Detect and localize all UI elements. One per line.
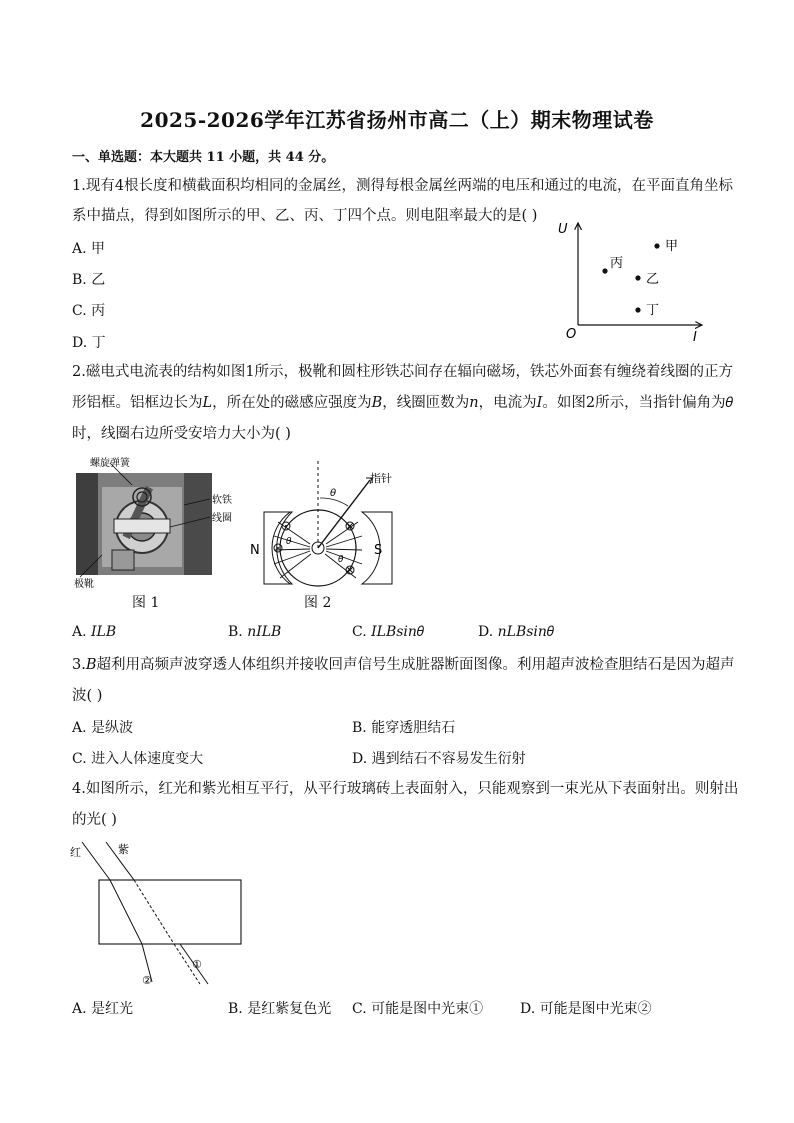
q2-stem-line1: 2.磁电式电流表的结构如图1所示，极靴和圆柱形铁芯间存在辐向磁场，铁芯外面套有缠绕着线圈的正方 <box>72 364 734 380</box>
q3-option-c: C. 进入人体速度变大 <box>72 751 204 767</box>
q3-option-b: B. 能穿透胆结石 <box>352 720 456 736</box>
q1-option-b: B. 乙 <box>72 272 106 288</box>
label-coil: 线圈 <box>212 513 232 524</box>
figure1-caption: 图 1 <box>132 595 160 611</box>
point-jia-label: 甲 <box>665 239 679 254</box>
origin-label: O <box>566 327 577 342</box>
red-refracted <box>110 880 142 944</box>
violet-refracted <box>134 880 174 944</box>
label-spring: 螺旋弹簧 <box>90 458 130 469</box>
point-jia <box>654 243 659 248</box>
label-red: 红 <box>70 846 81 859</box>
section-heading: 一、单选题：本大题共 11 小题，共 44 分。 <box>72 150 335 165</box>
label-beam-1: ① <box>192 958 202 971</box>
label-south: S <box>374 543 383 558</box>
q1-option-c: C. 丙 <box>72 303 106 319</box>
label-pole-shoe: 极靴 <box>74 579 94 590</box>
q4-option-c: C. 可能是图中光束① <box>352 1001 484 1017</box>
i-axis-label: I <box>693 330 697 345</box>
theta-right: θ <box>338 555 344 565</box>
label-violet: 紫 <box>118 843 129 856</box>
q3-option-d: D. 遇到结石不容易发生衍射 <box>352 751 526 767</box>
theta-left: θ <box>286 537 292 547</box>
q2-stem-line2: 形铝框。铝框边长为𝐿，所在处的磁感应强度为𝐵，线圈匝数为𝑛，电流为𝐼。如图2所示，当指针偏角为𝜃 <box>72 395 733 411</box>
point-ding-label: 丁 <box>646 303 660 318</box>
q1-option-a: A. 甲 <box>72 241 106 257</box>
label-north: N <box>250 543 260 558</box>
label-beam-2: ② <box>142 974 152 987</box>
paper-title: 2025-2026学年江苏省扬州市高二（上）期末物理试卷 <box>140 108 654 132</box>
point-ding <box>635 307 640 312</box>
q2-option-d: D. 𝑛𝐿𝐵𝑠𝑖𝑛𝜃 <box>478 624 554 640</box>
q2-stem-line3: 时，线圈右边所受安培力大小为( ) <box>72 426 291 442</box>
label-pointer: 指针 <box>370 472 392 485</box>
u-axis-label: U <box>558 222 568 237</box>
q3-stem-line1: 3.𝐵超利用高频声波穿透人体组织并接收回声信号生成脏器断面图像。利用超声波检查胆结石是因为超声 <box>72 657 735 673</box>
q1-stem-line2: 系中描点，得到如图所示的甲、乙、丙、丁四个点。则电阻率最大的是( ) <box>72 208 538 224</box>
q1-ui-graph <box>550 215 715 345</box>
q4-stem-line2: 的光( ) <box>72 812 117 828</box>
theta-top: θ <box>330 488 337 499</box>
q1-stem-line1: 1.现有4根长度和横截面积均相同的金属丝，测得每根金属丝两端的电压和通过的电流，在平面直角坐标 <box>72 178 734 194</box>
q2-option-c: C. 𝐼𝐿𝐵𝑠𝑖𝑛𝜃 <box>352 624 424 640</box>
point-bing-label: 丙 <box>610 256 624 271</box>
q4-option-d: D. 可能是图中光束② <box>520 1001 652 1017</box>
q4-option-a: A. 是红光 <box>72 1001 134 1017</box>
q2-option-a: A. 𝐼𝐿𝐵 <box>72 624 117 640</box>
point-bing <box>602 268 607 273</box>
q3-stem-line2: 波( ) <box>72 688 103 704</box>
q4-glass-figure <box>68 838 248 993</box>
q1-option-d: D. 丁 <box>72 335 106 351</box>
red-incident <box>82 842 110 880</box>
q2-option-b: B. 𝑛𝐼𝐿𝐵 <box>228 624 282 640</box>
q4-stem-line1: 4.如图所示，红光和紫光相互平行，从平行玻璃砖上表面射入，只能观察到一束光从下表面射出。则射出 <box>72 781 739 797</box>
label-soft-iron: 软铁 <box>212 495 232 506</box>
q2-figure2 <box>240 452 400 592</box>
point-yi-label: 乙 <box>646 272 660 287</box>
q4-option-b: B. 是红紫复色光 <box>228 1001 332 1017</box>
point-yi <box>635 275 640 280</box>
q3-option-a: A. 是纵波 <box>72 720 134 736</box>
q2-figure1 <box>72 455 242 590</box>
figure2-caption: 图 2 <box>304 595 332 611</box>
glass-block <box>99 880 241 944</box>
